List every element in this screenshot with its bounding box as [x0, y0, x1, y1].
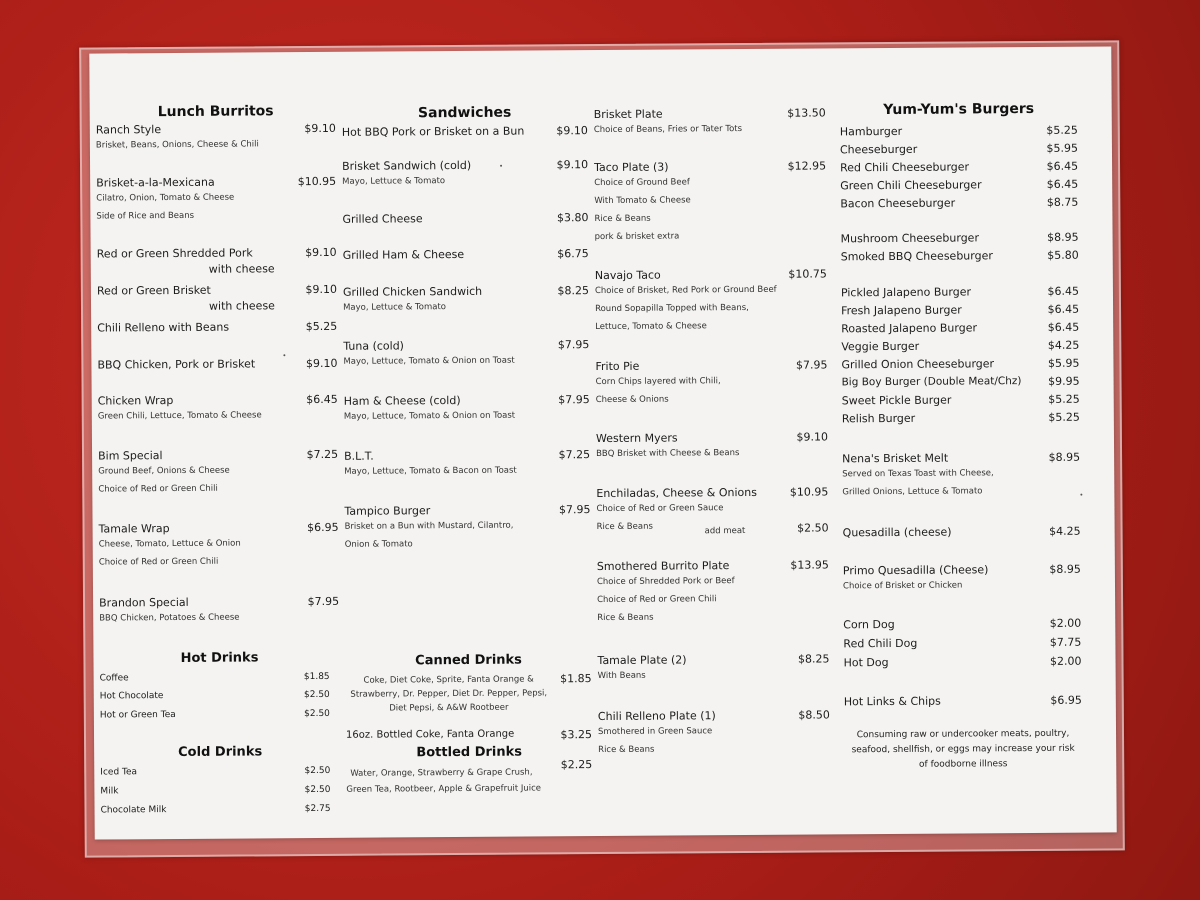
- menu-item-chili-relleno-plate: Chili Relleno Plate (1) $8.50 Smothered in Green Sauce Rice & Beans: [597, 708, 830, 756]
- menu-item-bim-special: Bim Special $7.25 Ground Beef, Onions & Cheese Choice of Red or Green Chili: [98, 447, 339, 495]
- cold-drinks-heading: Cold Drinks: [178, 744, 263, 760]
- menu-item-chocolate-milk: Chocolate Milk $2.75: [100, 803, 331, 816]
- sandwiches-heading: Sandwiches: [417, 104, 512, 122]
- menu-item-iced-tea: Iced Tea $2.50: [100, 765, 331, 778]
- burger-group-3: Pickled Jalapeno Burger $6.45 Fresh Jalapeno Burger $6.45 Roasted Jalapeno Burger $6.45 Veggie Burger $4.25 Grilled Onion Cheeseburger $5.95 Big Boy Burger (Double Meat/Chz) $9.95 Sweet Pickle Burger $5.25 Relish Burger $5.25: [840, 284, 1080, 426]
- food-safety-notice: Consuming raw or undercooker meats, poultry, seafood, shellfish, or eggs may increase your risk of foodborne illness: [851, 728, 1075, 770]
- menu-item-shredded-pork: Red or Green Shredded Pork $9.10 with cheese: [96, 245, 337, 276]
- menu-item-tamale-plate: Tamale Plate (2) $8.25 With Beans: [597, 652, 830, 682]
- menu-item-brisket-sandwich: Brisket Sandwich (cold) $9.10 Mayo, Lettuce & Tomato: [342, 158, 589, 187]
- menu-item-ham-cheese-cold: Ham & Cheese (cold) $7.95 Mayo, Lettuce, Tomato & Onion on Toast: [343, 393, 590, 422]
- menu-item-hot-chocolate: Hot Chocolate $2.50: [99, 689, 330, 702]
- menu-item-brandon-special: Brandon Special $7.95 BBQ Chicken, Potatoes & Cheese: [99, 594, 340, 624]
- menu-item-bbq-chicken: BBQ Chicken, Pork or Brisket $9.10: [97, 356, 338, 372]
- menu-item-hot-bbq-bun: Hot BBQ Pork or Brisket on a Bun $9.10: [341, 124, 588, 139]
- menu-item-grilled-chicken: Grilled Chicken Sandwich $8.25 Mayo, Lettuce & Tomato: [342, 284, 589, 313]
- hot-drinks-heading: Hot Drinks: [180, 650, 259, 666]
- menu-item-ranch-style: Ranch Style $9.10 Brisket, Beans, Onions, Cheese & Chili: [95, 121, 336, 151]
- menu-item-tuna: Tuna (cold) $7.95 Mayo, Lettuce, Tomato & Onion on Toast: [343, 338, 590, 367]
- menu-item-navajo-taco: Navajo Taco $10.75 Choice of Brisket, Red Pork or Ground Beef Round Sopapilla Topped with Beans, Lettuce, Tomato & Cheese: [594, 267, 827, 333]
- menu-item-milk: Milk $2.50: [100, 784, 331, 797]
- menu-item-brisket-melt: Nena's Brisket Melt $8.95 Served on Texas Toast with Cheese, Grilled Onions, Lettuce & Tomato: [842, 450, 1081, 498]
- menu-item-taco-plate: Taco Plate (3) $12.95 Choice of Ground Beef With Tomato & Cheese Rice & Beans pork & brisket extra: [594, 159, 827, 243]
- menu-item-frito-pie: Frito Pie $7.95 Corn Chips layered with Chili, Cheese & Onions: [595, 358, 828, 406]
- lunch-burritos-heading: Lunch Burritos: [157, 103, 274, 121]
- canned-drinks-list: Coke, Diet Coke, Sprite, Fanta Orange & Strawberry, Dr. Pepper, Diet Dr. Pepper, Pepsi, Diet Pepsi, & A&W Rootbeer $1.85: [350, 672, 592, 714]
- menu-item-chili-relleno: Chili Relleno with Beans $5.25: [97, 319, 338, 335]
- menu-item-smothered-burrito: Smothered Burrito Plate $13.95 Choice of Shredded Pork or Beef Choice of Red or Green Chili Rice & Beans: [596, 558, 829, 624]
- menu-item-chicken-wrap: Chicken Wrap $6.45 Green Chili, Lettuce, Tomato & Cheese: [97, 392, 338, 422]
- speck: [1080, 494, 1082, 496]
- bottled-drinks-heading: Bottled Drinks: [416, 744, 523, 761]
- menu-item-hot-links: Hot Links & Chips $6.95: [843, 693, 1082, 709]
- canned-drinks-heading: Canned Drinks: [415, 652, 522, 669]
- menu-item-western-myers: Western Myers $9.10 BBQ Brisket with Cheese & Beans: [595, 430, 829, 460]
- menu-item-primo-quesadilla: Primo Quesadilla (Cheese) $8.95 Choice of Brisket or Chicken: [842, 562, 1081, 592]
- burgers-heading: Yum-Yum's Burgers: [883, 100, 1035, 119]
- speck: [283, 354, 285, 356]
- menu-item-blt: B.L.T. $7.25 Mayo, Lettuce, Tomato & Bacon on Toast: [344, 448, 591, 477]
- menu-item-bottled-coke: 16oz. Bottled Coke, Fanta Orange $3.25: [345, 728, 593, 742]
- menu-item-tampico-burger: Tampico Burger $7.95 Brisket on a Bun with Mustard, Cilantro, Onion & Tomato: [344, 503, 591, 550]
- bottled-drinks-list: $2.25 Water, Orange, Strawberry & Grape Crush, Green Tea, Rootbeer, Apple & Grapefruit Juice: [346, 758, 593, 795]
- burger-group-2: Mushroom Cheeseburger $8.95 Smoked BBQ Cheeseburger $5.80: [840, 230, 1079, 264]
- menu-item-coffee: Coffee $1.85: [99, 671, 330, 684]
- menu-item-brisket-plate: Brisket Plate $13.50 Choice of Beans, Fries or Tater Tots: [593, 106, 826, 136]
- menu-item-grilled-ham-cheese: Grilled Ham & Cheese $6.75: [342, 247, 589, 262]
- hot-dogs-list: Corn Dog $2.00 Red Chili Dog $7.75 Hot Dog $2.00: [843, 616, 1082, 670]
- menu-item-hot-green-tea: Hot or Green Tea $2.50: [99, 708, 330, 721]
- menu-item-tamale-wrap: Tamale Wrap $6.95 Cheese, Tomato, Lettuce & Onion Choice of Red or Green Chili: [98, 520, 339, 568]
- menu-item-brisket-a-la-mexicana: Brisket-a-la-Mexicana $10.95 Cilatro, Onion, Tomato & Cheese Side of Rice and Beans: [96, 174, 337, 222]
- menu-item-enchiladas: Enchiladas, Cheese & Onions $10.95 Choice of Red or Green Sauce Rice & Beans add meat $2.50: [596, 485, 829, 537]
- menu-item-quesadilla: Quesadilla (cheese) $4.25: [842, 524, 1081, 540]
- menu-item-red-green-brisket: Red or Green Brisket $9.10 with cheese: [96, 282, 337, 313]
- menu-sheet: [89, 46, 1116, 839]
- burger-group-1: Hamburger $5.25 Cheeseburger $5.95 Red Chili Cheeseburger $6.45 Green Chili Cheeseburger $6.45 Bacon Cheeseburger $8.75: [839, 123, 1079, 211]
- menu-item-grilled-cheese: Grilled Cheese $3.80: [342, 211, 589, 226]
- speck: [500, 165, 502, 167]
